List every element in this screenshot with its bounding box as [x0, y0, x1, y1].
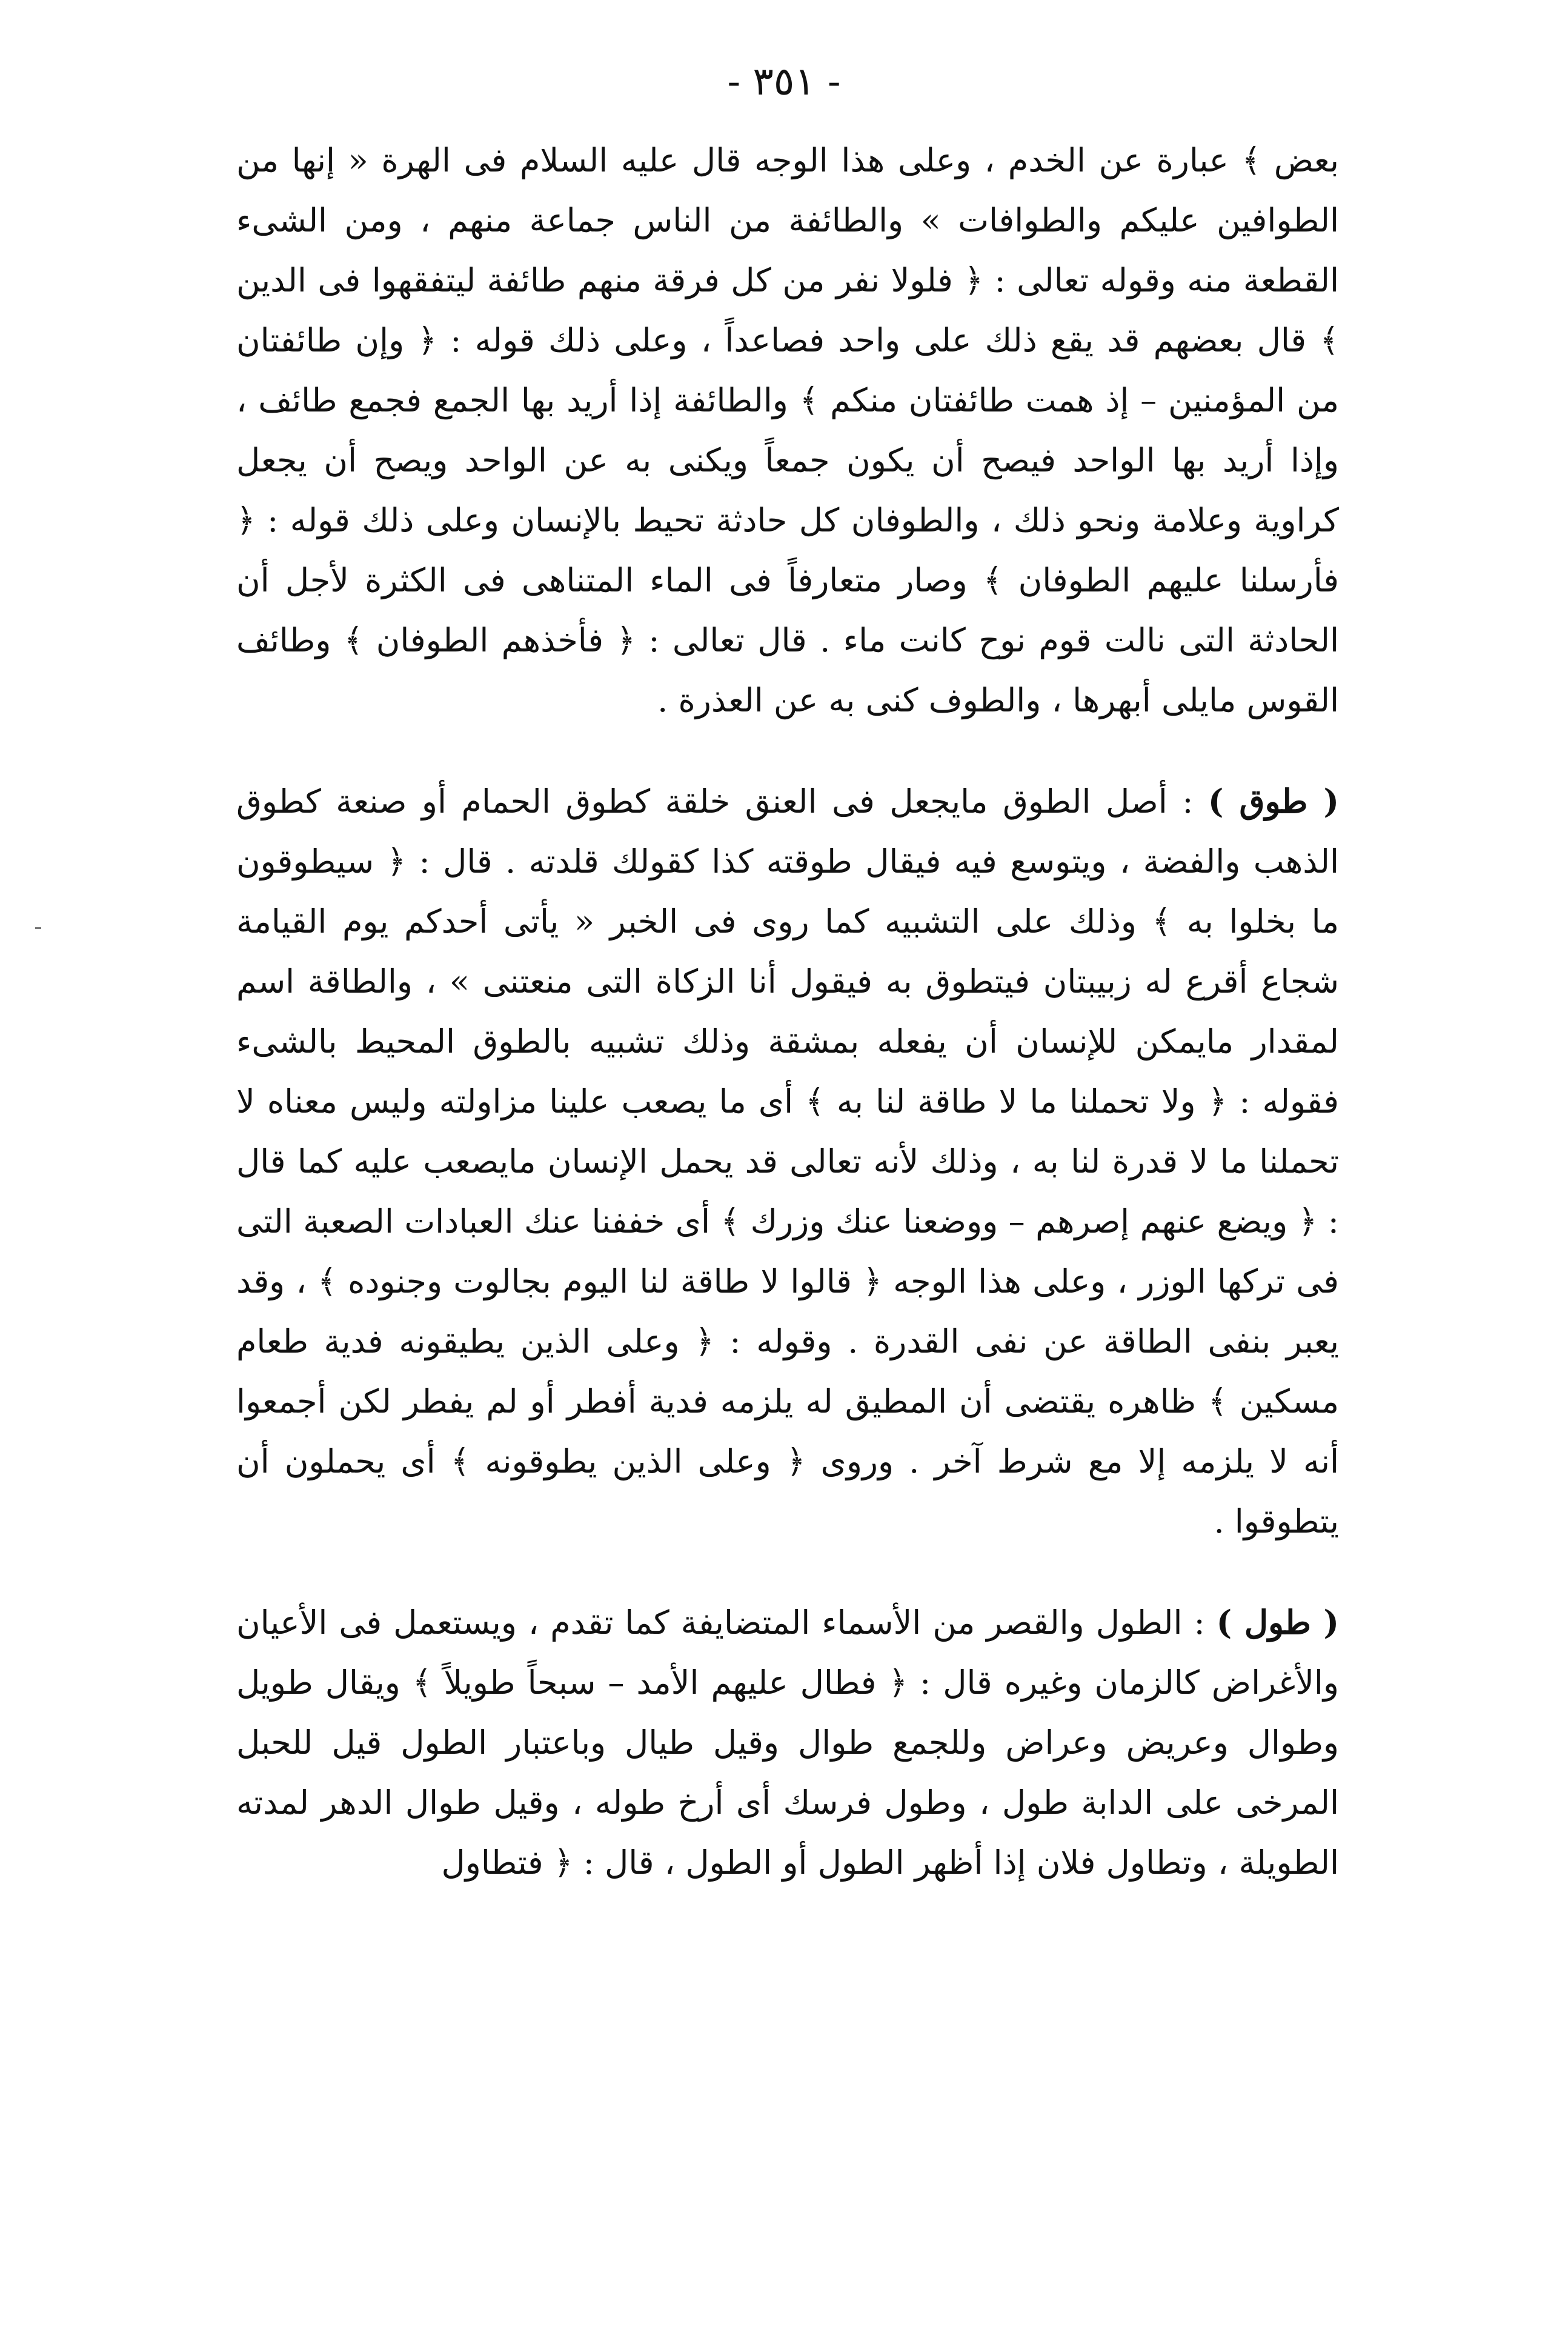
paragraph-taif-continuation: [236, 130, 1339, 730]
paragraph-text: : أصل الطوق مايجعل فى العنق خلقة كطوق الحمام أو صنعة كطوق الذهب والفضة ، ويتوسع فيه فيقال طوقته كذا كقولك قلدته . قال : ﴿ سيطوقون ما بخلوا به ﴾ وذلك على التشبيه كما روى فى الخبر « يأتى أحدكم يوم القيامة شجاع أقرع له زبيبتان فيتطوق به فيقول أنا الزكاة التى منعتنى » ، والطاقة اسم لمقدار مايمكن للإنسان أن يفعله بمشقة وذلك تشبيه بالطوق المحيط بالشىء فقوله : ﴿ ولا تحملنا ما لا طاقة لنا به ﴾ أى ما يصعب علينا مزاولته وليس معناه لا تحملنا ما لا قدرة لنا به ، وذلك لأنه تعالى قد يحمل الإنسان مايصعب عليه كما قال : ﴿ ويضع عنهم إصرهم – ووضعنا عنك وزرك ﴾ أى خففنا عنك العبادات الصعبة التى فى تركها الوزر ، وعلى هذا الوجه ﴿ قالوا لا طاقة لنا اليوم بجالوت وجنوده ﴾ ، وقد يعبر بنفى الطاقة عن نفى القدرة . وقوله : ﴿ وعلى الذين يطيقونه فدية طعام مسكين ﴾ ظاهره يقتضى أن المطيق له يلزمه فدية أفطر أو لم يفطر لكن أجمعوا أنه لا يلزمه إلا مع شرط آخر . وروى ﴿ وعلى الذين يطوقونه ﴾ أى يحملون أن يتطوقوا .: [236, 782, 1340, 1540]
entry-headword: ( طوق ): [1208, 782, 1339, 821]
entry-headword: ( طول ): [1216, 1603, 1339, 1642]
paragraph-entry-tawq: [236, 771, 1339, 1551]
paragraph-entry-tawl: [236, 1593, 1339, 1893]
page-body: [236, 130, 1339, 1893]
margin-mark: [35, 927, 41, 929]
page-number: - ٣٥١ -: [727, 59, 841, 104]
paragraph-text: : الطول والقصر من الأسماء المتضايفة كما تقدم ، ويستعمل فى الأعيان والأغراض كالزمان وغيره قال : ﴿ فطال عليهم الأمد – سبحاً طويلاً ﴾ ويقال طويل وطوال وعريض وعراض وللجمع طوال وقيل طيال وباعتبار الطول قيل للحبل المرخى على الدابة طول ، وطول فرسك أى أرخ طوله ، وقيل طوال الدهر لمدته الطويلة ، وتطاول فلان إذا أظهر الطول أو الطول ، قال : ﴿ فتطاول: [236, 1603, 1339, 1882]
paragraph-text: بعض ﴾ عبارة عن الخدم ، وعلى هذا الوجه قال عليه السلام فى الهرة « إنها من الطوافين عليكم والطوافات » والطائفة من الناس جماعة منهم ، ومن الشىء القطعة منه وقوله تعالى : ﴿ فلولا نفر من كل فرقة منهم طائفة ليتفقهوا فى الدين ﴾ قال بعضهم قد يقع ذلك على واحد فصاعداً ، وعلى ذلك قوله : ﴿ وإن طائفتان من المؤمنين – إذ همت طائفتان منكم ﴾ والطائفة إذا أريد بها الجمع فجمع طائف ، وإذا أريد بها الواحد فيصح أن يكون جمعاً ويكنى به عن الواحد ويصح أن يجعل كراوية وعلامة ونحو ذلك ، والطوفان كل حادثة تحيط بالإنسان وعلى ذلك قوله : ﴿ فأرسلنا عليهم الطوفان ﴾ وصار متعارفاً فى الماء المتناهى فى الكثرة لأجل أن الحادثة التى نالت قوم نوح كانت ماء . قال تعالى : ﴿ فأخذهم الطوفان ﴾ وطائف القوس مايلى أبهرها ، والطوف كنى به عن العذرة .: [236, 141, 1339, 719]
